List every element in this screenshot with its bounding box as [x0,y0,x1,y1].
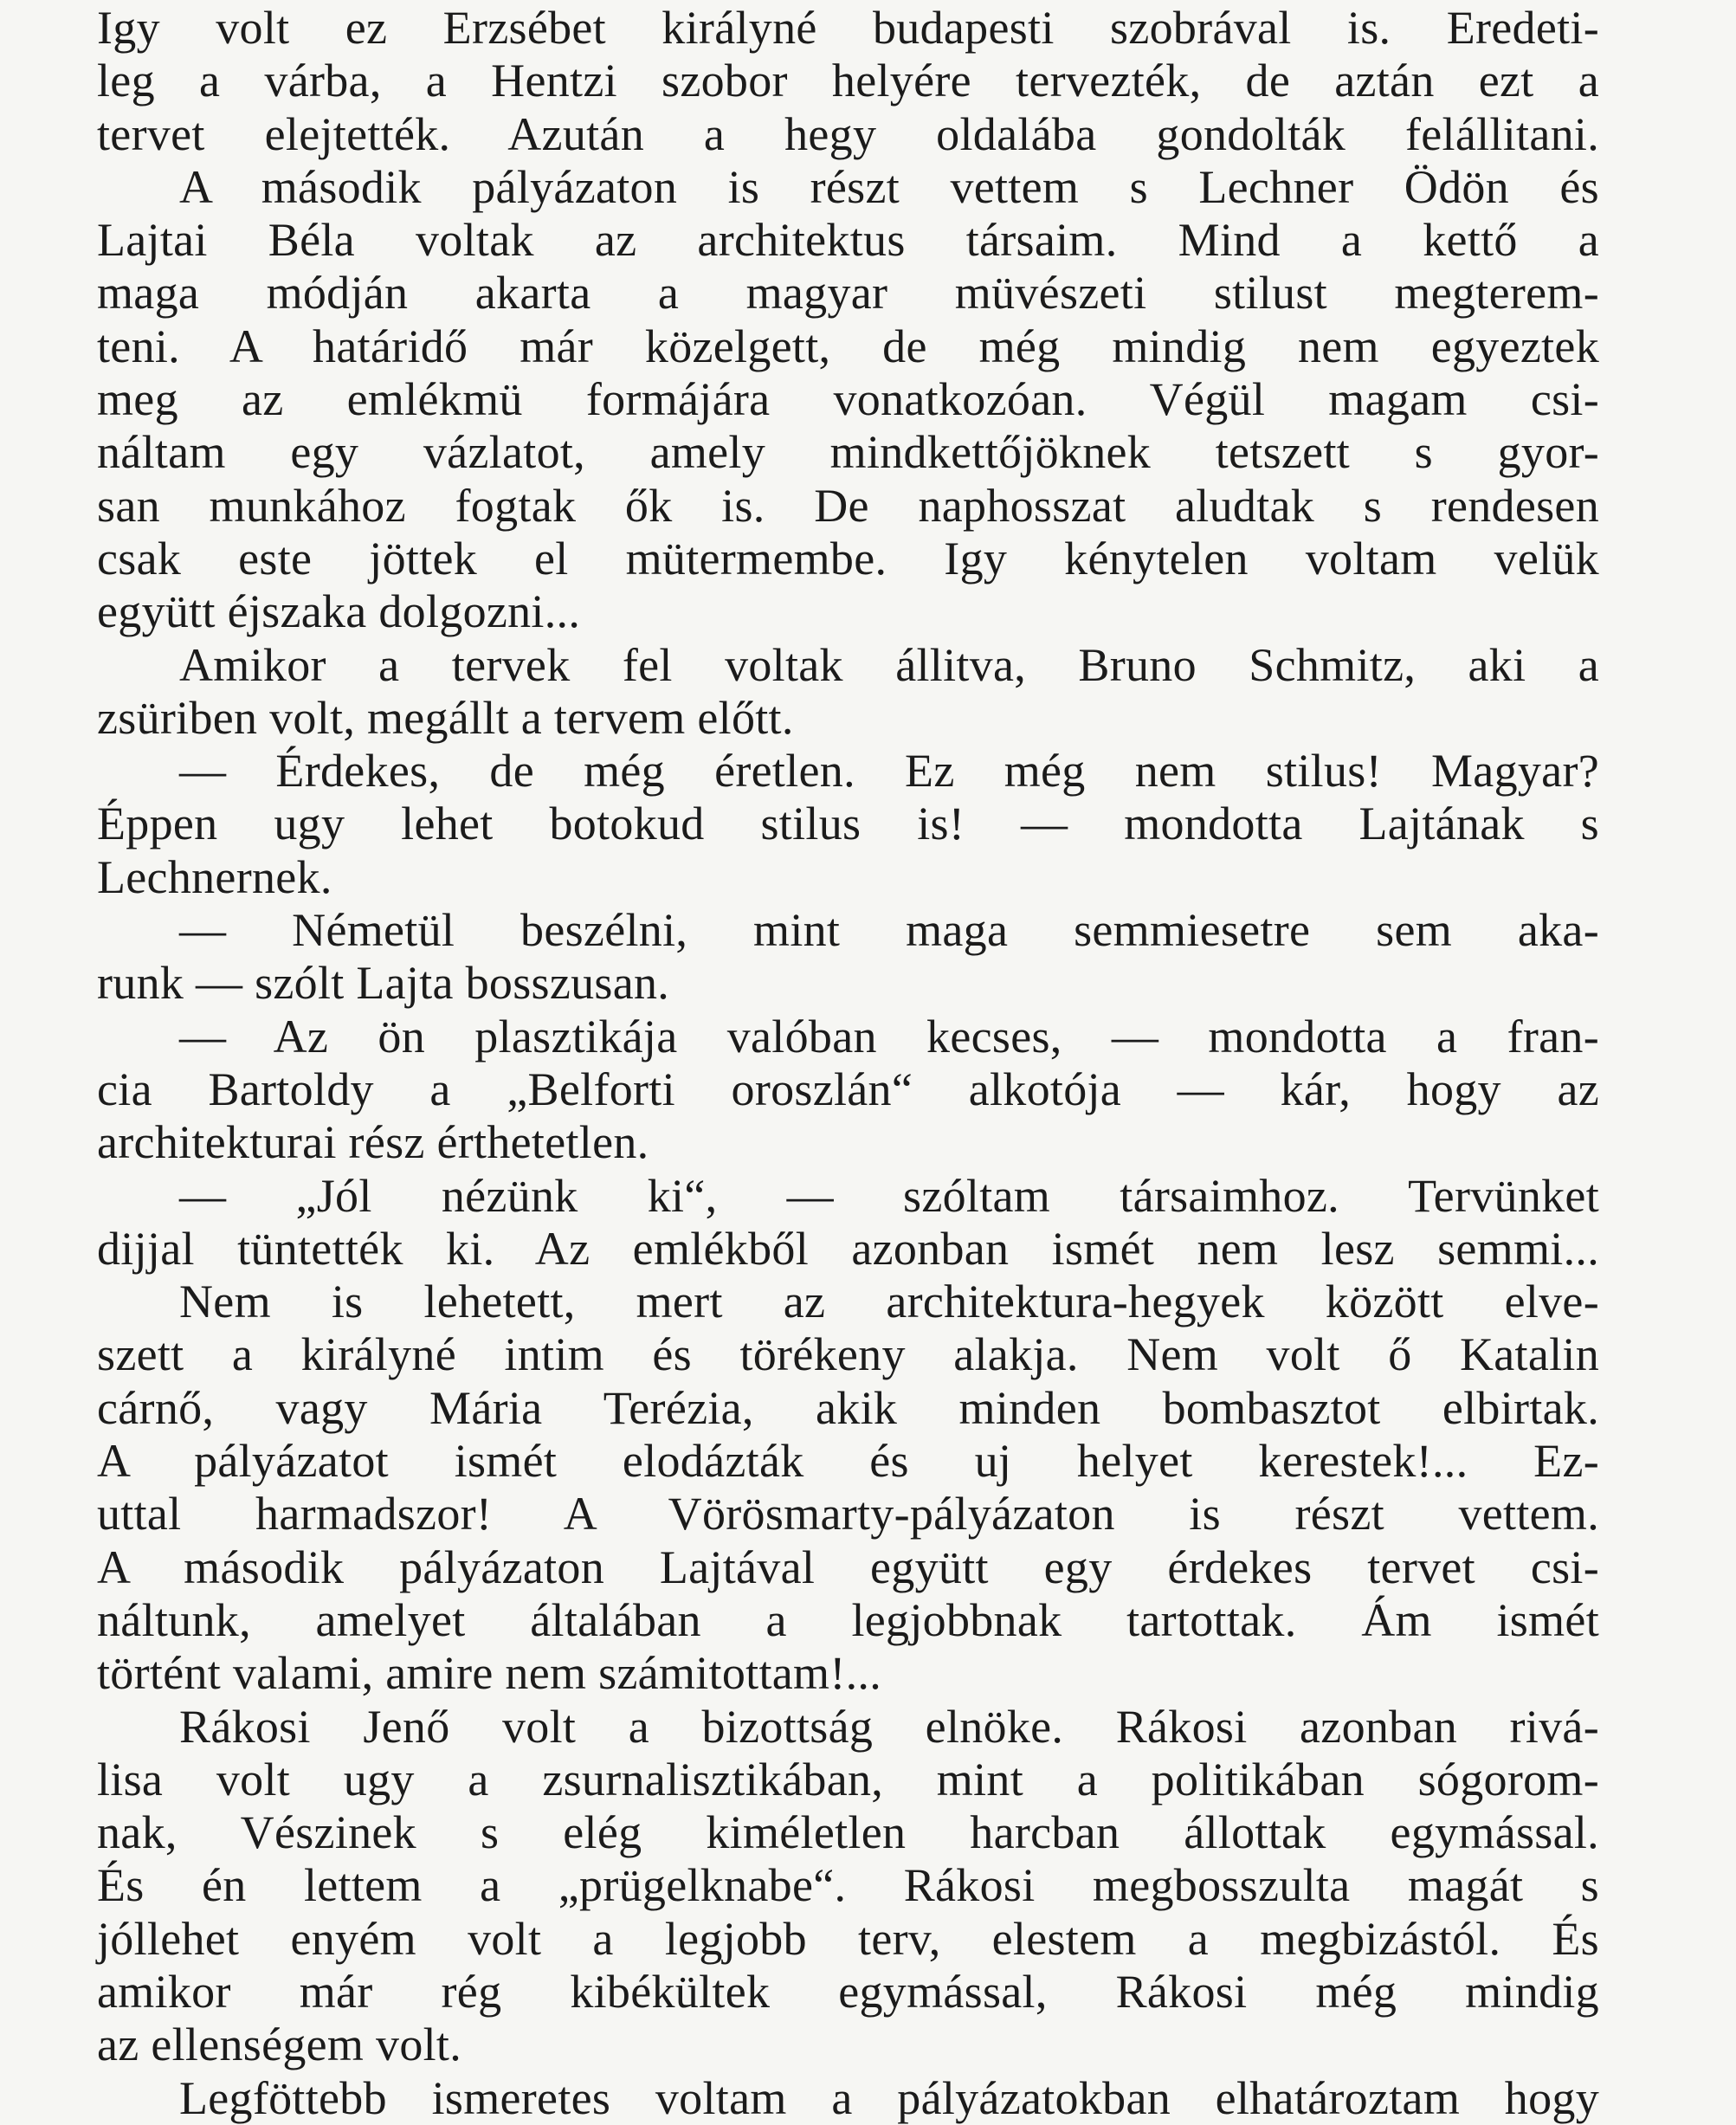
text-line: — Érdekes, de még éretlen. Ez még nem stilus! Magyar? [179,745,1599,798]
text-line-cut-off: Legföttebb ismeretes voltam a pályázatokban elhatároztam hogy [179,2071,1599,2124]
text-line: — Németül beszélni, mint maga semmiesetre sem aka- [179,904,1599,957]
text-line: san munkához fogtak ők is. De naphosszat aludtak s rendesen [97,479,1599,532]
text-line: Éppen ugy lehet botokud stilus is! — mondotta Lajtának s [97,798,1599,850]
text-line: Nem is lehetett, mert az architektura-hegyek között elve- [179,1276,1599,1328]
text-line: szett a királyné intim és törékeny alakja. Nem volt ő Katalin [97,1328,1599,1381]
text-line: dijjal tüntették ki. Az emlékből azonban ismét nem lesz semmi... [97,1222,1599,1275]
text-line: leg a várba, a Hentzi szobor helyére tervezték, de aztán ezt a [97,55,1599,107]
text-line: — Az ön plasztikája valóban kecses, — mondotta a fran- [179,1010,1599,1062]
text-line: A második pályázaton is részt vettem s Lechner Ödön és [179,160,1599,213]
text-line: És én lettem a „prügelknabe“. Rákosi megbosszulta magát s [97,1859,1599,1912]
scan-edge-shadow [1615,1472,1736,2078]
text-line: — „Jól nézünk ki“, — szóltam társaimhoz. Tervünket [179,1169,1599,1222]
text-line: uttal harmadszor! A Vörösmarty-pályázaton is részt vettem. [97,1488,1599,1540]
text-line: tervet elejtették. Azután a hegy oldalába gondolták felállitani. [97,107,1599,160]
text-line: Igy volt ez Erzsébet királyné budapesti szobrával is. Eredeti- [97,2,1599,54]
text-line: Lajtai Béla voltak az architektus társaim. Mind a kettő a [97,214,1599,267]
text-line: lisa volt ugy a zsurnalisztikában, mint a politikában sógorom- [97,1753,1599,1805]
text-line: jóllehet enyém volt a legjobb terv, elestem a megbizástól. És [97,1912,1599,1965]
text-line: Amikor a tervek fel voltak állitva, Bruno Schmitz, aki a [179,638,1599,691]
text-line: cárnő, vagy Mária Terézia, akik minden bombasztot elbirtak. [97,1381,1599,1434]
text-line: zsüriben volt, megállt a tervem előtt. [97,691,794,744]
text-line: Rákosi Jenő volt a bizottság elnöke. Rákosi azonban rivá- [179,1700,1599,1753]
text-line: cia Bartoldy a „Belforti oroszlán“ alkotója — kár, hogy az [97,1062,1599,1115]
text-line: meg az emlékmü formájára vonatkozóan. Végül magam csi- [97,373,1599,426]
text-line: amikor már rég kibékültek egymással, Rákosi még mindig [97,1965,1599,2018]
text-line: náltam egy vázlatot, amely mindkettőjöknek tetszett s gyor- [97,426,1599,479]
text-line: runk — szólt Lajta bosszusan. [97,957,670,1010]
text-line: maga módján akarta a magyar müvészeti stilust megterem- [97,267,1599,320]
text-line: csak este jöttek el mütermembe. Igy kénytelen voltam velük [97,532,1599,585]
text-line: Lechnernek. [97,850,332,903]
text-line: történt valami, amire nem számitottam!... [97,1647,882,1700]
text-column [97,2,1599,2124]
text-line: architekturai rész érthetetlen. [97,1116,649,1169]
text-line: az ellenségem volt. [97,2018,462,2071]
text-line: teni. A határidő már közelgett, de még mindig nem egyeztek [97,320,1599,372]
text-line: náltunk, amelyet általában a legjobbnak tartottak. Ám ismét [97,1593,1599,1646]
text-line: nak, Vészinek s elég kiméletlen harcban állottak egymással. [97,1806,1599,1859]
text-line: együtt éjszaka dolgozni... [97,585,581,638]
text-line: A pályázatot ismét elodázták és uj helyet kerestek!... Ez- [97,1435,1599,1488]
text-line: A második pályázaton Lajtával együtt egy érdekes tervet csi- [97,1540,1599,1593]
